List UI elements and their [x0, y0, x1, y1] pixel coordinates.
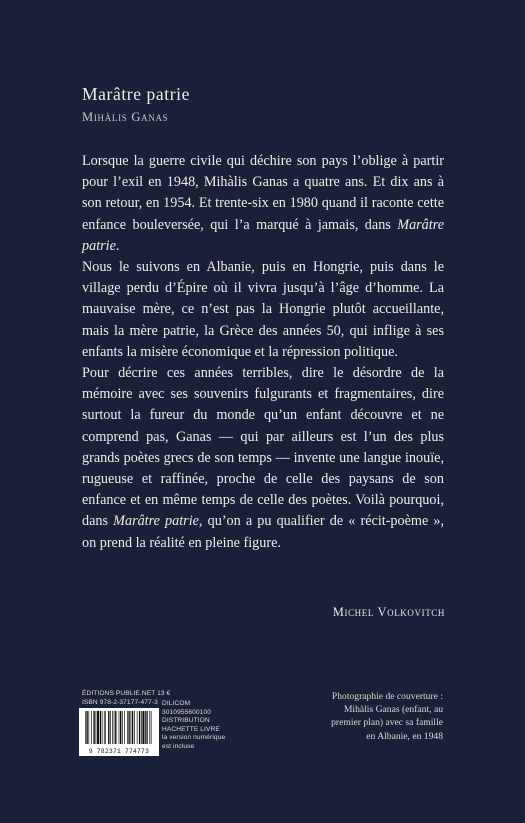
blurb-signature: Michel Volkovitch: [332, 605, 445, 619]
dist-line: est incluse: [162, 742, 195, 750]
blurb-text: [82, 151, 444, 554]
blurb-paragraph-3: Pour décrire ces années terribles, dire le désordre de la mémoire avec ses souvenirs fulgurants et fragmentaires, dire surtout la fureur du monde qu’un enfant découvre et ne comprend pas, Ganas — qui par ailleurs est l’un des plus grands poètes grecs de son temps — invente une langue inouïe, rugueuse et raffinée, proche de celle des paysans de son enfance et en même temps de celle des poètes. Voilà pourquoi, dans Marâtre patrie, qu’on a pu qualifier de « récit-poème », on prend la réalité en pleine figure.: [82, 365, 445, 551]
author-name: Mihàlis Ganas: [82, 110, 169, 124]
title-italic: Marâtre patrie,: [113, 513, 203, 530]
isbn-line: ISBN 978-2-37177-477-3: [82, 698, 158, 706]
publisher-info: [82, 690, 170, 707]
blurb-paragraph-2: Nous le suivons en Albanie, puis en Hongrie, puis dans le village perdu d’Épire où il vivra jusqu’à l’âge d’homme. La mauvaise mère, ce n’est pas la Hongrie plutôt accueillante, mais la mère patrie, la Grèce des années 50, qui inflige à ses enfants la misère économique et la répression politique.: [82, 259, 444, 360]
credit-line: premier plan) avec sa famille: [331, 717, 443, 729]
dist-line: 3010955600100: [162, 708, 211, 716]
isbn-barcode: [79, 708, 159, 756]
cover-photo-credit: [273, 690, 443, 743]
book-title: Marâtre patrie: [82, 84, 190, 104]
barcode-bars: [79, 708, 159, 748]
title-italic: Marâtre patrie: [82, 216, 445, 254]
barcode-number: 9 782371 774773: [88, 748, 150, 755]
credit-line: en Albanie, en 1948: [366, 730, 443, 742]
dist-line: DILICOM: [162, 700, 191, 707]
dist-line: DISTRIBUTION: [162, 717, 210, 725]
credit-line: Photographie de couverture :: [331, 691, 443, 702]
credit-line: Mihàlis Ganas (enfant, au: [343, 704, 443, 716]
distribution-info: [162, 700, 225, 752]
blurb-paragraph-1: Lorsque la guerre civile qui déchire son pays l’oblige à partir pour l’exil en 1948, Mihàlis Ganas a quatre ans. Et dix ans à son retour, en 1954. Et trente-six en 1980 quand il raconte cette enfance bouleversée, qui l’a marqué à jamais, dans Marâtre patrie.: [82, 153, 445, 254]
dist-line: HACHETTE LIVRE: [162, 725, 220, 733]
publisher-price-line: ÉDITIONS PUBLIE.NET 13 €: [82, 690, 171, 697]
dist-line: la version numérique: [162, 734, 226, 742]
